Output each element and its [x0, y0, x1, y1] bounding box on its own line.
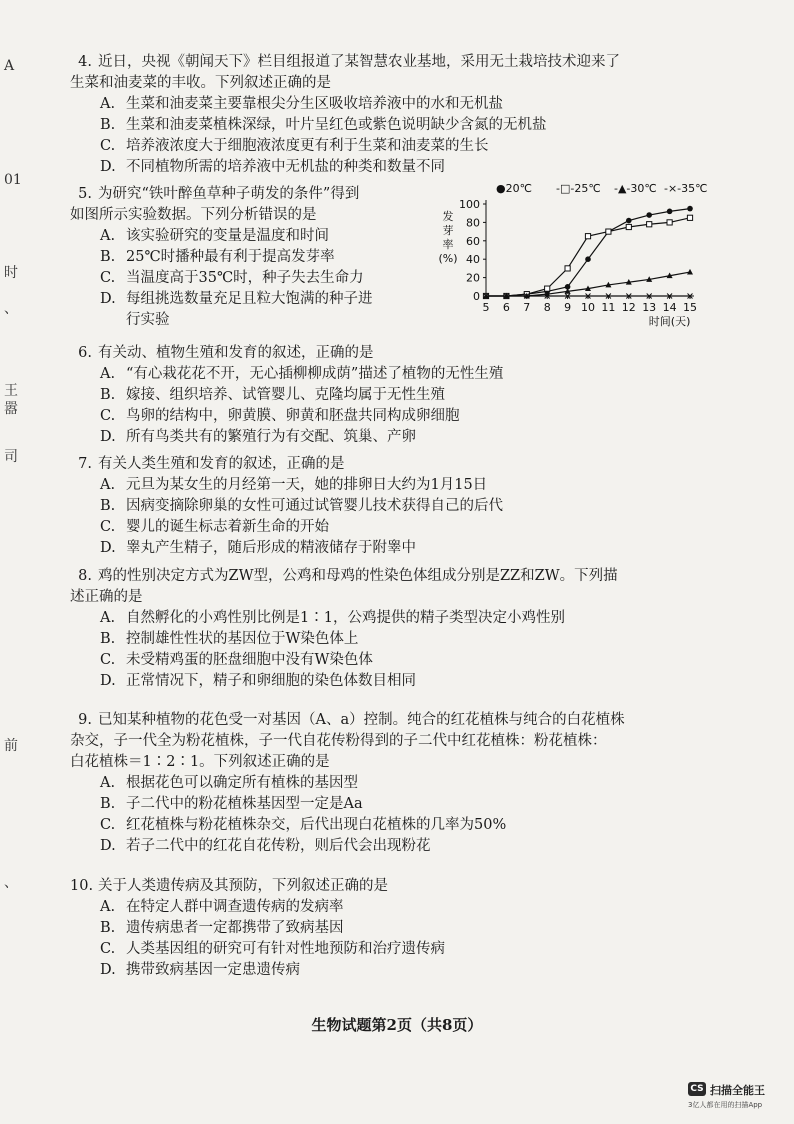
question-stem — [70, 184, 430, 205]
data-point — [585, 256, 591, 262]
option-letter: A. — [100, 477, 116, 493]
y-tick-label: 40 — [466, 253, 480, 267]
legend-entry: -▲-30℃ — [614, 182, 657, 195]
x-tick-label: 5 — [482, 301, 490, 314]
question-10 — [70, 876, 730, 981]
option-text: 培养液浓度大于细胞液浓度更有利于生菜和油麦菜的生长 — [126, 138, 489, 154]
option-text: 25℃时播种最有利于提高发芽率 — [126, 249, 335, 265]
question-stem-text: 白花植株＝1∶2∶1。下列叙述正确的是 — [70, 754, 330, 770]
option-text: 当温度高于35℃时，种子失去生命力 — [126, 270, 364, 286]
question-stem-text: 有关人类生殖和发育的叙述，正确的是 — [98, 456, 345, 472]
option-letter: C. — [100, 519, 116, 535]
option-letter: D. — [100, 540, 116, 556]
option-text: 控制雄性性状的基因位于W染色体上 — [126, 631, 359, 647]
y-tick-label: 60 — [466, 234, 480, 248]
question-5 — [70, 184, 430, 331]
answer-option — [70, 939, 730, 960]
option-text: 每组挑选数量充足且粒大饱满的种子进 — [126, 291, 373, 307]
scanner-tagline: 3亿人都在用的扫描App — [688, 1101, 763, 1109]
answer-option — [70, 836, 730, 857]
option-text: 红花植株与粉花植株杂交，后代出现白花植株的几率为50% — [126, 817, 507, 833]
series-line-30℃ — [486, 272, 690, 296]
answer-option — [70, 517, 730, 538]
option-letter: B. — [100, 631, 116, 647]
data-point — [647, 222, 652, 227]
x-tick-label: 8 — [543, 301, 551, 314]
x-tick-label: 6 — [502, 301, 510, 314]
x-tick-label: 10 — [581, 301, 595, 314]
y-tick-label: 80 — [466, 216, 480, 230]
option-text: 生菜和油麦菜主要靠根尖分生区吸收培养液中的水和无机盐 — [126, 96, 503, 112]
question-stem — [70, 710, 730, 731]
question-number: 6. — [78, 345, 92, 361]
data-point — [667, 209, 673, 215]
y-tick-label: 0 — [473, 290, 480, 303]
x-tick-label: 14 — [662, 301, 677, 314]
option-letter: D. — [100, 159, 116, 175]
question-number: 10. — [70, 878, 94, 894]
answer-option — [70, 629, 730, 650]
answer-option — [70, 226, 430, 247]
answer-option — [70, 650, 730, 671]
option-letter: C. — [100, 652, 116, 668]
data-point — [626, 218, 632, 224]
answer-option — [70, 247, 430, 268]
option-letter: A. — [100, 899, 116, 915]
option-text: 遗传病患者一定都携带了致病基因 — [126, 920, 344, 936]
answer-option — [70, 815, 730, 836]
answer-option — [70, 157, 730, 178]
question-stem — [70, 587, 730, 608]
option-text: 因病变摘除卵巢的女性可通过试管婴儿技术获得自己的后代 — [126, 498, 503, 514]
margin-mark: 前 — [4, 738, 18, 754]
option-letter: D. — [100, 291, 116, 307]
answer-option — [70, 115, 730, 136]
answer-option — [70, 538, 730, 559]
option-letter: B. — [100, 249, 116, 265]
data-point — [545, 286, 550, 291]
question-stem — [70, 752, 730, 773]
option-letter: A. — [100, 610, 116, 626]
page-footer: 生物试题第2页（共8页） — [311, 1016, 483, 1034]
option-letter: A. — [100, 96, 116, 112]
option-letter: A. — [100, 366, 116, 382]
question-9 — [70, 710, 730, 857]
question-stem-text: 关于人类遗传病及其预防，下列叙述正确的是 — [98, 878, 388, 894]
option-text: “有心栽花花不开，无心插柳柳成荫”描述了植物的无性生殖 — [126, 366, 504, 382]
y-axis-label: 率 — [442, 238, 454, 251]
x-axis-label: 时间(天) — [648, 315, 691, 328]
margin-mark: 、 — [4, 301, 18, 317]
answer-option — [70, 136, 730, 157]
x-tick-label: 13 — [642, 301, 657, 314]
option-letter: C. — [100, 408, 116, 424]
y-axis-label: 芽 — [442, 224, 454, 237]
answer-option — [70, 773, 730, 794]
y-axis-label: 发 — [442, 210, 454, 223]
question-stem-text: 有关动、植物生殖和发育的叙述，正确的是 — [98, 345, 374, 361]
option-text: 子二代中的粉花植株基因型一定是Aa — [126, 796, 363, 812]
option-text: 生菜和油麦菜植株深绿，叶片呈红色或紫色说明缺少含氮的无机盐 — [126, 117, 547, 133]
option-letter: A. — [100, 228, 116, 244]
answer-option — [70, 427, 730, 448]
scanner-name: 扫描全能王 — [710, 1084, 765, 1097]
option-letter: D. — [100, 962, 116, 978]
option-text: 在特定人群中调查遗传病的发病率 — [126, 899, 344, 915]
question-stem-text: 已知某种植物的花色受一对基因（A、a）控制。纯合的红花植株与纯合的白花植株 — [98, 712, 625, 728]
margin-mark: 王 — [4, 383, 18, 399]
option-text: 人类基因组的研究可有针对性地预防和治疗遗传病 — [126, 941, 445, 957]
option-letter: B. — [100, 387, 116, 403]
legend-entry: ●20℃ — [496, 182, 532, 195]
x-tick-label: 7 — [523, 301, 531, 314]
question-6 — [70, 343, 730, 448]
answer-option — [70, 268, 430, 289]
question-stem — [70, 73, 730, 94]
question-stem — [70, 566, 730, 587]
question-stem-text: 为研究“铁叶醉鱼草种子萌发的条件”得到 — [98, 186, 360, 202]
answer-option — [70, 310, 430, 331]
answer-option — [70, 794, 730, 815]
question-8 — [70, 566, 730, 692]
question-4 — [70, 52, 730, 178]
answer-option — [70, 406, 730, 427]
x-tick-label: 11 — [601, 301, 616, 314]
data-point — [687, 206, 693, 212]
answer-option — [70, 918, 730, 939]
option-letter: C. — [100, 941, 116, 957]
answer-option — [70, 475, 730, 496]
option-text: 元旦为某女生的月经第一天，她的排卵日大约为1月15日 — [126, 477, 488, 493]
question-stem — [70, 205, 430, 226]
question-stem-text: 生菜和油麦菜的丰收。下列叙述正确的是 — [70, 75, 331, 91]
data-point — [687, 215, 692, 220]
answer-option — [70, 364, 730, 385]
option-letter: C. — [100, 817, 116, 833]
option-text: 自然孵化的小鸡性别比例是1∶1，公鸡提供的精子类型决定小鸡性别 — [126, 610, 565, 626]
scanner-logo-icon: CS — [688, 1082, 706, 1096]
option-text: 未受精鸡蛋的胚盘细胞中没有W染色体 — [126, 652, 373, 668]
answer-option — [70, 960, 730, 981]
question-stem — [70, 52, 730, 73]
option-text: 根据花色可以确定所有植株的基因型 — [126, 775, 358, 791]
margin-mark: 司 — [4, 449, 18, 465]
data-point — [687, 269, 693, 275]
x-tick-label: 9 — [564, 301, 572, 314]
question-number: 8. — [78, 568, 92, 584]
data-point — [606, 229, 611, 234]
option-letter: D. — [100, 429, 116, 445]
y-axis-label: (%) — [438, 252, 458, 265]
option-text: 行实验 — [126, 312, 170, 328]
question-stem — [70, 876, 730, 897]
data-point — [626, 224, 631, 229]
germination-chart — [438, 180, 708, 340]
option-letter: B. — [100, 920, 116, 936]
option-text: 若子二代中的红花自花传粉，则后代会出现粉花 — [126, 838, 431, 854]
option-letter: D. — [100, 673, 116, 689]
question-number: 4. — [78, 54, 92, 70]
margin-mark: 01 — [4, 172, 22, 188]
margin-mark: 时 — [4, 265, 18, 281]
margin-mark: A — [4, 58, 15, 74]
question-number: 9. — [78, 712, 92, 728]
option-text: 婴儿的诞生标志着新生命的开始 — [126, 519, 329, 535]
y-tick-label: 100 — [459, 198, 480, 211]
y-tick-label: 20 — [466, 271, 480, 285]
option-text: 睾丸产生精子，随后形成的精液储存于附睾中 — [126, 540, 416, 556]
answer-option — [70, 608, 730, 629]
question-stem-text: 近日，央视《朝闻天下》栏目组报道了某智慧农业基地，采用无土栽培技术迎来了 — [98, 54, 620, 70]
legend-entry: -×-35℃ — [664, 182, 708, 195]
option-text: 不同植物所需的培养液中无机盐的种类和数量不同 — [126, 159, 445, 175]
data-point — [585, 234, 590, 239]
margin-mark: 、 — [4, 875, 18, 891]
x-tick-label: 12 — [621, 301, 636, 314]
option-text: 该实验研究的变量是温度和时间 — [126, 228, 329, 244]
answer-option — [70, 94, 730, 115]
question-stem — [70, 731, 730, 752]
legend-entry: -□-25℃ — [556, 182, 601, 195]
option-letter: B. — [100, 796, 116, 812]
option-letter: D. — [100, 838, 116, 854]
option-letter: B. — [100, 117, 116, 133]
question-number: 5. — [78, 186, 92, 202]
option-letter: A. — [100, 775, 116, 791]
data-point — [646, 212, 652, 218]
option-text: 鸟卵的结构中，卵黄膜、卵黄和胚盘共同构成卵细胞 — [126, 408, 460, 424]
question-stem — [70, 454, 730, 475]
question-stem-text: 鸡的性别决定方式为ZW型，公鸡和母鸡的性染色体组成分别是ZZ和ZW。下列描 — [98, 568, 618, 584]
answer-option — [70, 671, 730, 692]
option-letter: B. — [100, 498, 116, 514]
series-line-20℃ — [486, 209, 690, 296]
data-point — [667, 220, 672, 225]
answer-option — [70, 897, 730, 918]
margin-mark: 嚣 — [4, 401, 18, 417]
question-stem — [70, 343, 730, 364]
question-stem-text: 杂交，子一代全为粉花植株，子一代自花传粉得到的子二代中红花植株：粉花植株： — [70, 733, 607, 749]
option-letter: C. — [100, 138, 116, 154]
option-text: 所有鸟类共有的繁殖行为有交配、筑巢、产卵 — [126, 429, 416, 445]
answer-option — [70, 289, 430, 310]
answer-option — [70, 385, 730, 406]
question-number: 7. — [78, 456, 92, 472]
option-text: 携带致病基因一定患遗传病 — [126, 962, 300, 978]
question-7 — [70, 454, 730, 559]
question-stem-text: 如图所示实验数据。下列分析错误的是 — [70, 207, 317, 223]
option-text: 正常情况下，精子和卵细胞的染色体数目相同 — [126, 673, 416, 689]
scanner-watermark — [688, 1082, 788, 1116]
option-letter: C. — [100, 270, 116, 286]
question-stem-text: 述正确的是 — [70, 589, 143, 605]
answer-option — [70, 496, 730, 517]
data-point — [565, 266, 570, 271]
option-text: 嫁接、组织培养、试管婴儿、克隆均属于无性生殖 — [126, 387, 445, 403]
x-tick-label: 15 — [683, 301, 697, 314]
